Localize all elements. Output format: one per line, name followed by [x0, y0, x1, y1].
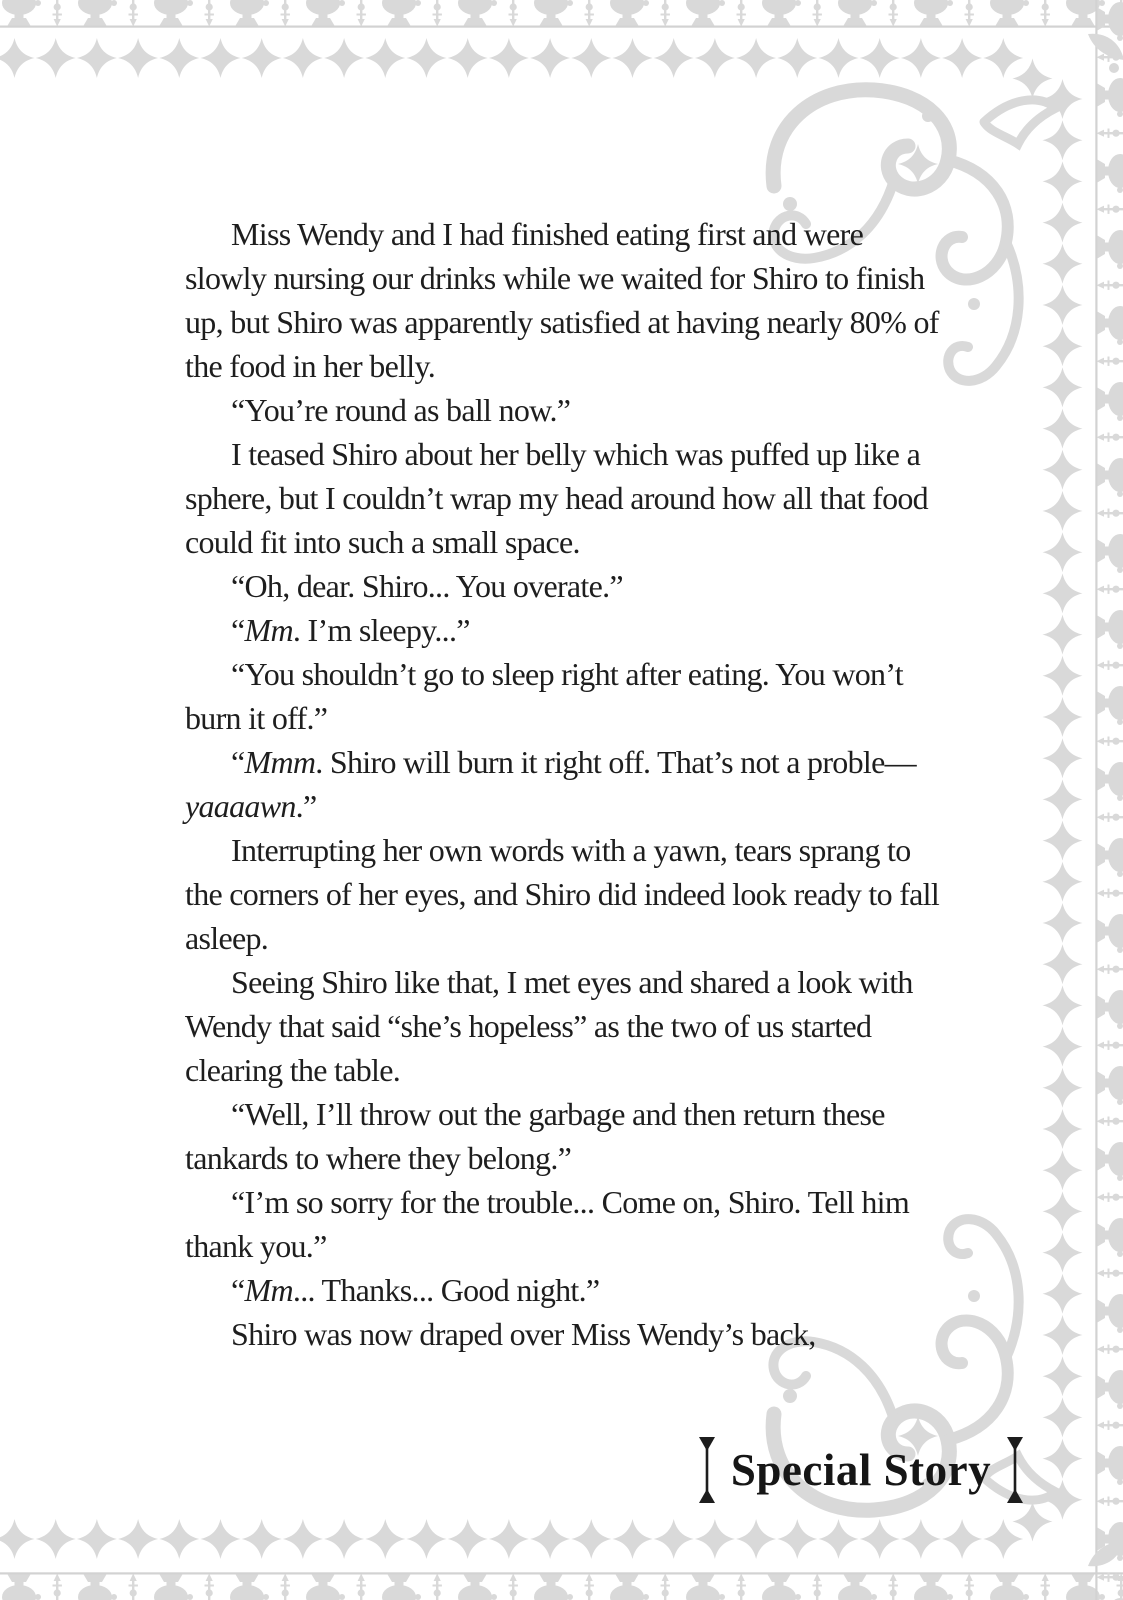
paragraph [185, 564, 949, 608]
paragraph [185, 212, 949, 388]
text-segment: Interrupting her own words with a yawn, tears sprang to the corners of her eyes, and Shiro did indeed look ready to fall asleep. [185, 832, 940, 956]
text-segment: . Shiro will burn it right off. That’s not a proble— [315, 744, 916, 780]
paragraph [185, 740, 949, 828]
paragraph [185, 652, 949, 740]
bottom-border-icon [0, 1572, 1123, 1600]
paragraph [185, 432, 949, 564]
corner-leaf-bottom-icon [1088, 1527, 1123, 1566]
special-story-title: Special Story [730, 1445, 992, 1495]
text-segment: “ [231, 1272, 245, 1308]
text-segment: I teased Shiro about her belly which was puffed up like a sphere, but I couldn’t wrap my head around how all that food could fit into such a small space. [185, 436, 928, 560]
special-story-label [696, 1432, 1026, 1508]
paragraph [185, 1312, 949, 1356]
text-segment: “Oh, dear. Shiro... You overate.” [231, 568, 623, 604]
bracket-right-icon [1004, 1435, 1026, 1505]
text-segment: yaaaawn [185, 788, 296, 824]
paragraph [185, 828, 949, 960]
paragraph [185, 608, 949, 652]
paragraph [185, 960, 949, 1092]
text-segment: .” [295, 788, 317, 824]
text-segment: “Well, I’ll throw out the garbage and then return these tankards to where they belong.” [185, 1096, 885, 1176]
text-segment: Mm [244, 612, 293, 648]
paragraph [185, 388, 949, 432]
text-segment: “You’re round as ball now.” [231, 392, 571, 428]
text-segment: Mmm [244, 744, 316, 780]
text-segment: “ [231, 744, 245, 780]
text-segment: Shiro was now draped over Miss Wendy’s back, [231, 1316, 816, 1352]
text-segment: Seeing Shiro like that, I met eyes and shared a look with Wendy that said “she’s hopeless” as the two of us started clearing the table. [185, 964, 913, 1088]
text-segment: ... Thanks... Good night.” [292, 1272, 600, 1308]
text-segment: “ [231, 612, 245, 648]
text-segment: “You shouldn’t go to sleep right after eating. You won’t burn it off.” [185, 656, 903, 736]
top-border-icon [0, 0, 1123, 28]
text-segment: “I’m so sorry for the trouble... Come on, Shiro. Tell him thank you.” [185, 1184, 910, 1264]
text-segment: Mm [244, 1272, 293, 1308]
story-text [185, 212, 949, 1356]
text-segment: Miss Wendy and I had finished eating first and were slowly nursing our drinks while we waited for Shiro to finish up, but Shiro was apparently satisfied at having nearly 80% of the food in her belly. [185, 216, 939, 384]
paragraph [185, 1268, 949, 1312]
right-border-icon [1095, 0, 1123, 1600]
text-segment: . I’m sleepy...” [292, 612, 470, 648]
bracket-left-icon [696, 1435, 718, 1505]
paragraph [185, 1092, 949, 1180]
paragraph [185, 1180, 949, 1268]
